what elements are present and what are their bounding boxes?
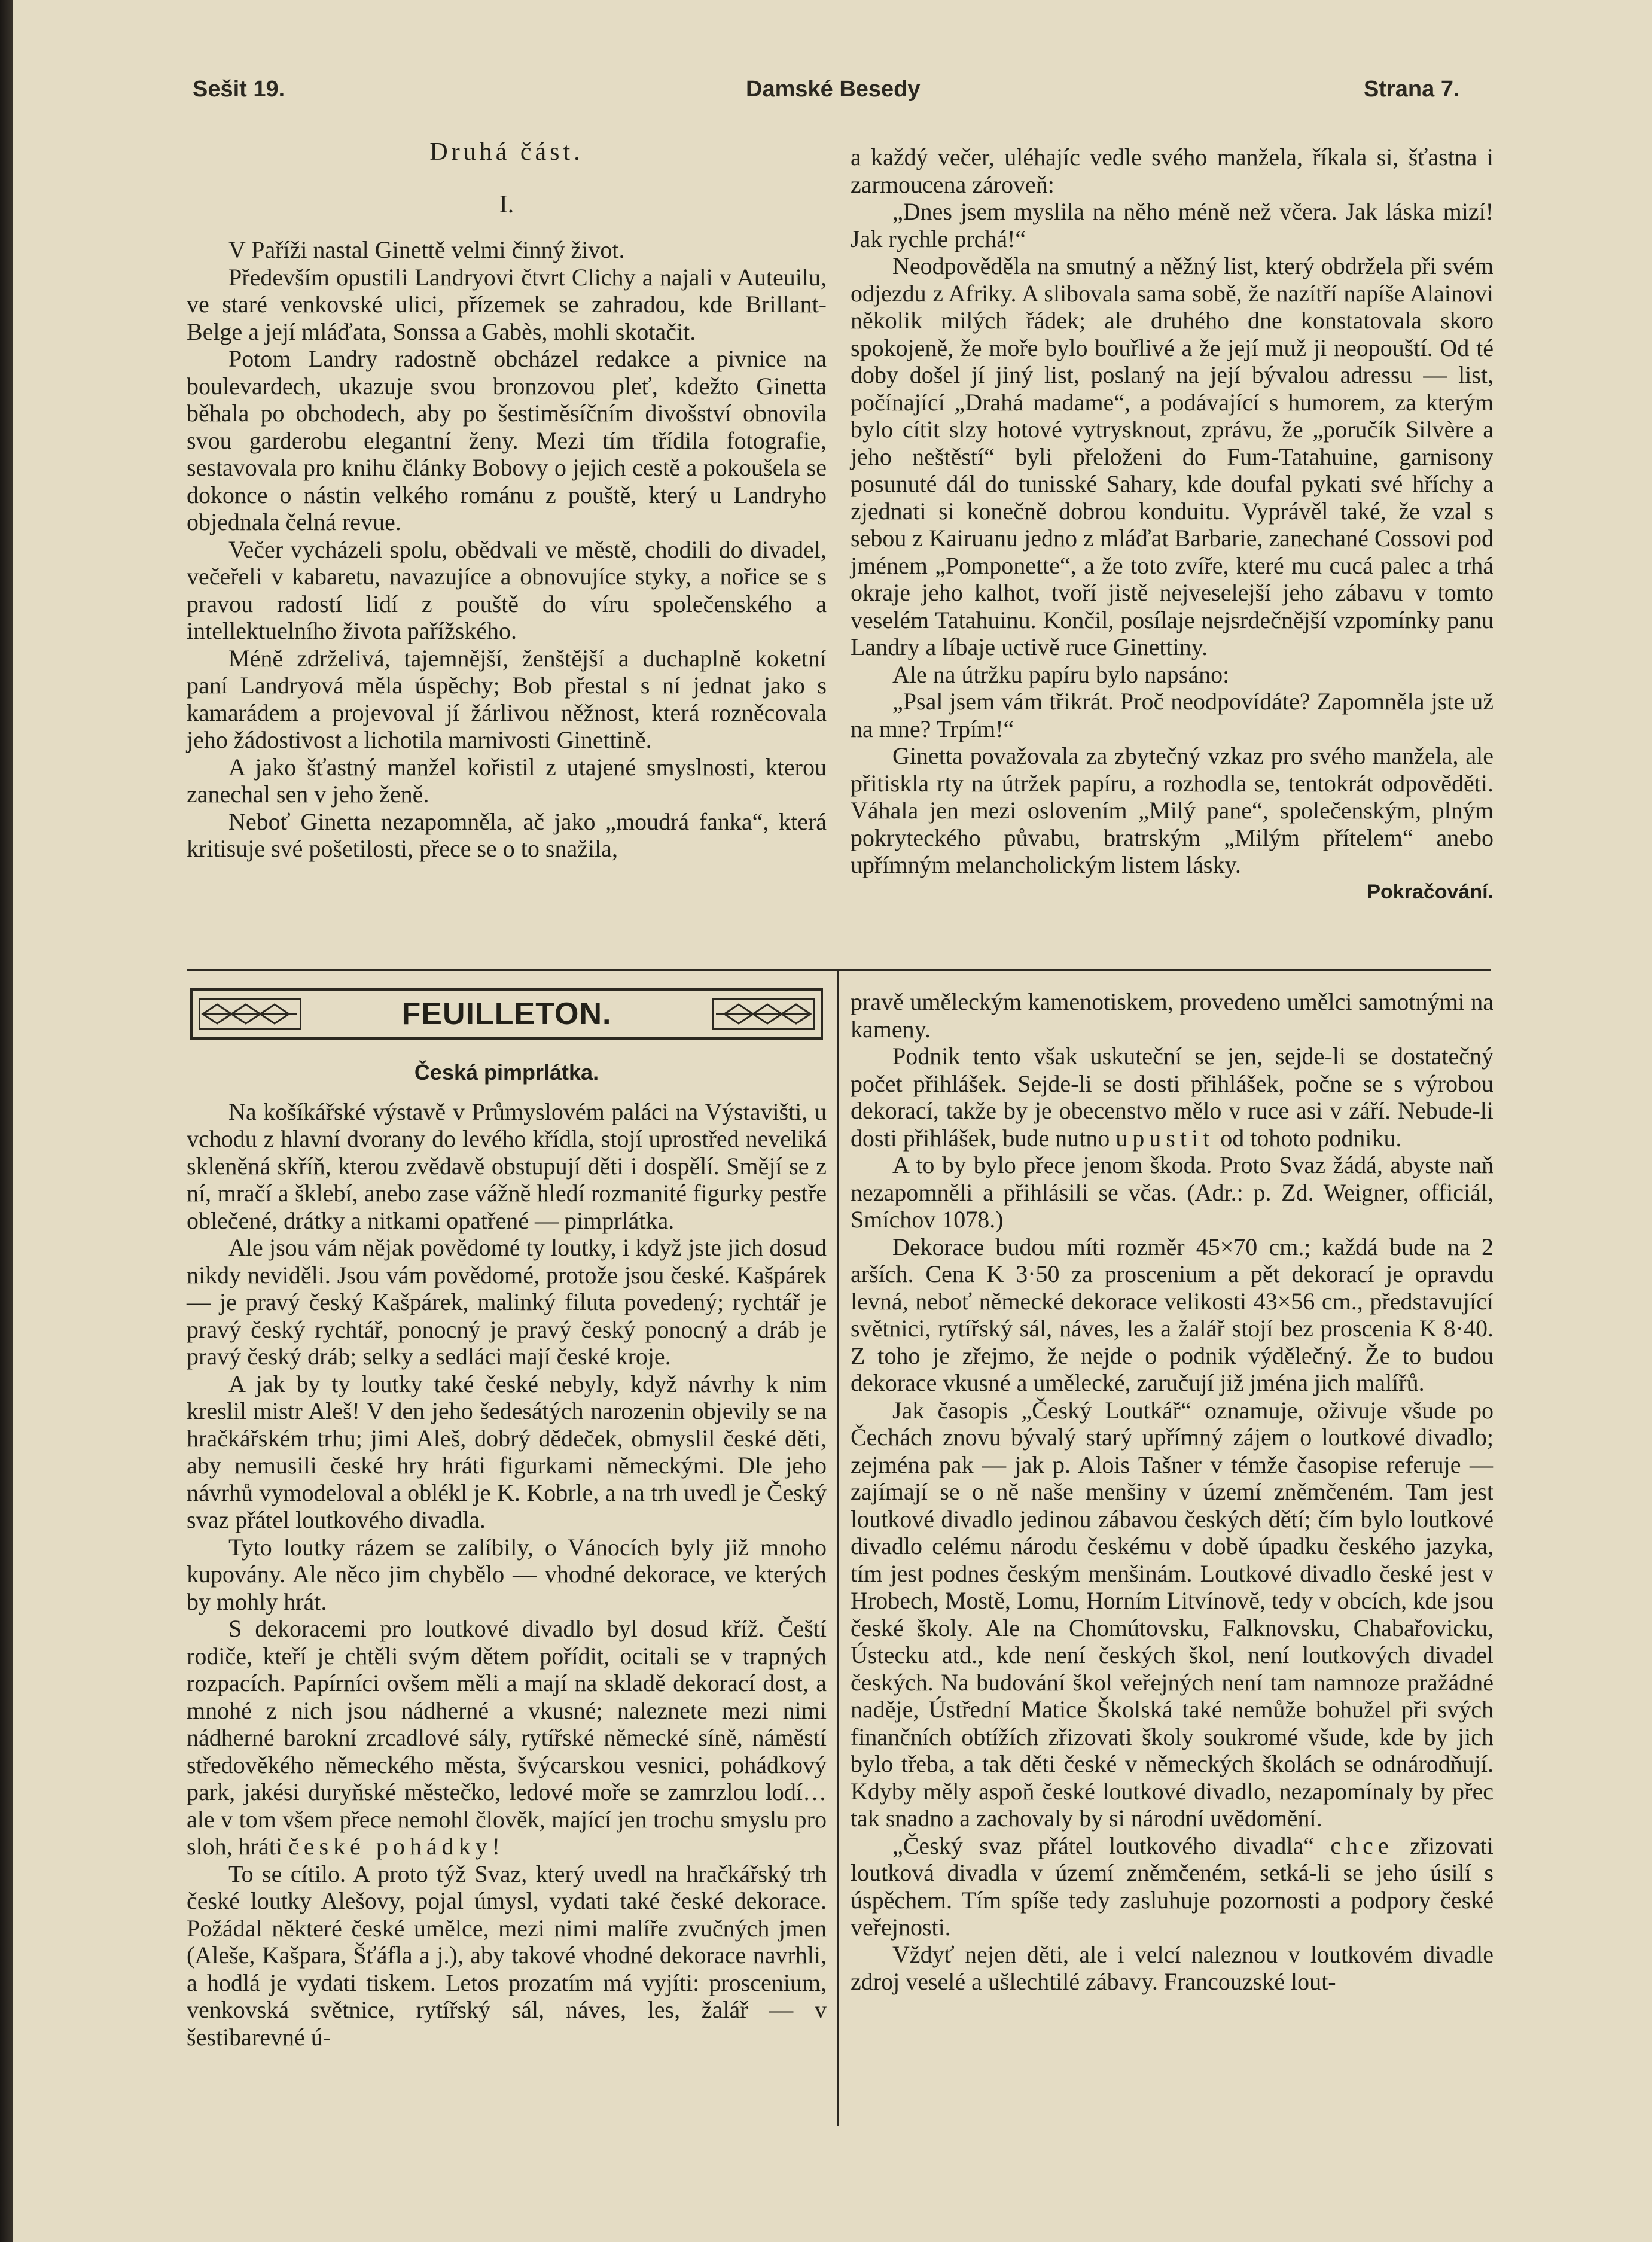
paragraph: Především opustili Landryovi čtvrt Clichy a najali v Auteuilu, ve staré venkovské ulici, přízemek se zahradou, kde Brillant-Belge a její mláďata, Sonssa a Gabès, mohli skotačit. <box>187 263 827 345</box>
paragraph <box>851 1043 1493 1152</box>
feuilleton-subtitle: Česká pimprlátka. <box>414 1060 599 1085</box>
chapter-number: I. <box>499 190 514 218</box>
paragraph <box>187 1615 827 1860</box>
emphasis-text: chce <box>1330 1832 1394 1859</box>
paragraph: Vždyť nejen děti, ale i velcí naleznou v loutkovém divadle zdroj veselé a ušlechtilé zábavy. Francouzské lout- <box>851 1941 1493 1995</box>
paragraph-text: zřizovati loutková divadla v území zněmčeném, setká-li se jeho úsilí s úspěchem. Tím spíše tedy zasluhuje pozornosti a podpory české veřejnosti. <box>851 1832 1494 1941</box>
paragraph <box>851 1832 1493 1941</box>
feuilleton-title: FEUILLETON. <box>401 997 612 1031</box>
continued-label: Pokračování. <box>1367 880 1493 903</box>
paragraph-text: Podnik tento však uskuteční se jen, sejde-li se dostatečný počet přihlášek. Sejde-li se dosti přihlášek, počne se s výrobou dekorací, takže by je obecenstvo mělo v ruce asi v září. Nebude-li dosti přihlášek, bude nutno <box>851 1043 1493 1152</box>
feuilleton-right-column <box>851 988 1493 1996</box>
column-divider <box>837 971 839 2126</box>
paragraph: A to by bylo přece jenom škoda. Proto Svaz žádá, abyste naň nezapomněli a přihlásili se včas. (Adr.: p. Zd. Weigner, officiál, Smíchov 1078.) <box>851 1152 1493 1233</box>
paragraph: Ginetta považovala za zbytečný vzkaz pro svého manžela, ale přitiskla rty na útržek papíru, a rozhodla se, tentokrát odpověděti. Váhala jen mezi oslovením „Milý pane“, společenským, plným pokryteckého půvabu, bratrským „Milým přítelem“ anebo upřímným melancholickým listem lásky. <box>851 742 1493 878</box>
paragraph: a každý večer, uléhajíc vedle svého manžela, říkala si, šťastna i zarmoucena zároveň: <box>851 144 1493 198</box>
story-left-column <box>187 139 827 863</box>
paragraph: Jak časopis „Český Loutkář“ oznamuje, oživuje všude po Čechách znovu bývalý starý upřímný zájem o loutkové divadlo; zejména pak — jak p. Alois Tašner v témže časopise referuje — zajímají se o ně naše menšiny v území zněmčeném. Tam jest loutkové divadlo jedinou zábavou českých dětí; čím bylo loutkové divadlo celému národu českému v době úpadku českého jazyka, tím jest podnes českým menšinám. Loutkové divadlo české jest v Hrobech, Mostě, Lomu, Horním Litvínově, tedy v obcích, kde jsou české školy. Ale na Chomútovsku, Falknovsku, Chabařovicku, Ústecku atd., kde není českých škol, není loutkových divadel českých. Na budování škol veřejných není tam namnoze pražádné naděje, Ústřední Matice Školská také nemůže bohužel při svých finančních obtížích zřizovati školy soukromé všude, kde by jich bylo třeba, a tak děti české v německých školách se odnárodňují. Kdyby měly aspoň české loutkové divadlo, nezapomínaly by přec tak snadno a zachovaly by si národní uvědomění. <box>851 1396 1493 1832</box>
ornament-pattern-icon <box>714 1000 813 1028</box>
story-right-column <box>851 144 1493 906</box>
paragraph: Potom Landry radostně obcházel redakce a pivnice na boulevardech, ukazuje svou bronzovou pleť, kdežto Ginetta běhala po obchodech, aby po šestiměsíčním divošství obnovila svou garderobu elegantní ženy. Mezi tím třídila fotografie, sestavovala pro knihu články Bobovy o jejich cestě a pokoušela se dokonce o nástin velkého románu z pouště, který u Landryho objednala čelná revue. <box>187 345 827 535</box>
issue-number: Sešit 19. <box>193 77 285 102</box>
paragraph-text: od tohoto podniku. <box>1220 1124 1402 1152</box>
feuilleton-heading-box <box>190 988 823 1040</box>
paragraph: Dekorace budou míti rozměr 45×70 cm.; každá bude na 2 arších. Cena K 3·50 za proscenium a pět dekorací je opravdu levná, neboť německé dekorace velikosti 43×56 cm., představující světnici, rytířský sál, náves, les a žalář stojí bez proscenia K 8·40. Z toho je zřejmo, že nejde o podnik výdělečný. Že to budou dekorace vkusné a umělecké, zaručují již jména jich malířů. <box>851 1233 1493 1396</box>
paragraph: Neodpověděla na smutný a něžný list, který obdržela při svém odjezdu z Afriky. A slibovala sama sobě, že nazítří napíše Alainovi několik milých řádek; ale druhého dne konstatovala skoro spokojeně, že moře bylo bouřlivé a že její muž ji neopouští. Od té doby došel jí jiný list, poslaný na její bývalou adressu — list, počínající „Drahá madame“, a podávající s humorem, za kterým bylo cítit slzy hotové vytrysknout, zprávu, že „poručík Silvère a jeho neštěstí“ byli přeloženi do Fum-Tatahuine, garnisony posunuté dál do tunisské Sahary, kde doufal pykati své hříchy a zjednati si konečně dobrou konduitu. Vyprávěl také, že vzal s sebou z Kairuanu jedno z mláďat Barbarie, zanechané Cossovi pod jménem „Pomponette“, a že toto zvíře, které mu cucá palec a trhá okraje jeho kalhot, tvoří jistě nejveselejší jeho zábavu v tomto veselém Tatahuinu. Končil, posílaje nejsrdečnější vzpomínky panu Landry a líbaje uctivě ruce Ginettiny. <box>851 252 1493 660</box>
paragraph-text: S dekoracemi pro loutkové divadlo byl dosud kříž. Čeští rodiče, kteří je chtěli svým dětem pořídit, ocitali se v trapných rozpacích. Papírníci ovšem měli a mají na skladě dekorací dost, a mnohé z nich jsou nádherné a vkusné; naleznete mezi nimi nádherné barokní zrcadlové sály, rytířské německé síně, náměstí středověkého německého města, švýcarskou vesnici, pohádkový park, jakési duryňské městečko, ledové moře se zamrzlou lodí… ale v tom všem přece nemohl člověk, mající jen trochu smyslu pro sloh, hráti <box>187 1615 827 1860</box>
paragraph: Na košíkářské výstavě v Průmyslovém paláci na Výstavišti, u vchodu z hlavní dvorany do levého křídla, stojí uprostřed neveliká skleněná skříň, kterou zvědavě obstupují děti i dospělí. Smějí se z ní, mračí a šklebí, anebo zase vážně hledí rozmanité figurky pestře oblečené, drátky a nitkami opatřené — pimprlátka. <box>187 1098 827 1234</box>
page-number: Strana 7. <box>1364 77 1460 102</box>
paragraph: A jak by ty loutky také české nebyly, když návrhy k nim kreslil mistr Aleš! V den jeho šedesátých narozenin objevily se na hračkářském trhu; jimi Aleš, dobrý dědeček, obmyslil české děti, aby nemusili české hry hráti figurkami německými. Dle jeho návrhů vymodeloval a oblékl je K. Kobrle, a na trh uvedl je Český svaz přátel loutkového divadla. <box>187 1370 827 1533</box>
paragraph: V Paříži nastal Ginettě velmi činný život. <box>228 236 625 263</box>
paragraph: Tyto loutky rázem se zalíbily, o Vánocích byly již mnoho kupovány. Ale něco jim chybělo — vhodné dekorace, ve kterých by mohly hrát. <box>187 1533 827 1615</box>
paragraph: Neboť Ginetta nezapomněla, ač jako „moudrá fanka“, která kritisuje své pošetilosti, přece se o to snažila, <box>187 808 827 862</box>
book-spine <box>0 0 13 2242</box>
paragraph: Méně zdrželivá, tajemnější, ženštější a duchaplně koketní paní Landryová měla úspěchy; Bob přestal s ní jednat jako s kamarádem a projevoval jí žárlivou něžnost, která rozněcovala jeho žádostivost a lichotila marnivosti Ginettině. <box>187 644 827 753</box>
magazine-title: Damské Besedy <box>746 77 921 102</box>
paragraph: A jako šťastný manžel kořistil z utajené smyslnosti, kterou zanechal sen v jeho ženě. <box>187 753 827 808</box>
paragraph: To se cítilo. A proto týž Svaz, který uvedl na hračkářský trh české loutky Alešovy, pojal úmysl, vydati také české dekorace. Požádal některé české umělce, mezi nimi malíře zvučných jmen (Aleše, Kašpara, Šťáfla a j.), aby takové vhodné dekorace navrhli, a hodlá je vydati tiskem. Letos prozatím má vyjíti: proscenium, venkovská světnice, rytířský sál, náves, les, žalář — v šestibarevné ú- <box>187 1860 827 2051</box>
ornament-left <box>199 998 301 1030</box>
emphasis-text: upustit <box>1115 1124 1215 1152</box>
feuilleton-left-column <box>187 1048 827 2051</box>
emphasis-text: české pohádky! <box>288 1833 505 1860</box>
quote-text: „Český svaz přátel loutkového divadla“ <box>892 1832 1314 1859</box>
paragraph: „Dnes jsem myslila na něho méně než včera. Jak láska mizí! Jak rychle prchá!“ <box>851 198 1493 252</box>
part-title: Druhá část. <box>429 138 584 166</box>
paragraph: Ale na útržku papíru bylo napsáno: <box>892 660 1230 688</box>
paragraph: pravě uměleckým kamenotiskem, provedeno umělci samotnými na kameny. <box>851 988 1493 1043</box>
paragraph: Večer vycházeli spolu, obědvali ve městě, chodili do divadel, večeřeli v kabaretu, navazujíce a obnovujíce styky, a nořice se s pravou radostí lidí z pouště do víru společenského a intellektuelního života pařížského. <box>187 535 827 644</box>
ornament-right <box>712 998 815 1030</box>
story-left-text <box>187 236 827 863</box>
paragraph: Ale jsou vám nějak povědomé ty loutky, i když jste jich dosud nikdy neviděli. Jsou vám povědomé, protože jsou české. Kašpárek — je pravý český Kašpárek, malinký filuta povedený; rychtář je pravý český rychtář, ponocný je pravý český ponocný a dráb je pravý český dráb; selky a sedláci mají české kroje. <box>187 1234 827 1370</box>
ornament-pattern-icon <box>200 1000 300 1028</box>
paragraph: „Psal jsem vám třikrát. Proč neodpovídáte? Zapomněla jste už na mne? Trpím!“ <box>851 688 1493 742</box>
magazine-page <box>13 0 1652 2242</box>
